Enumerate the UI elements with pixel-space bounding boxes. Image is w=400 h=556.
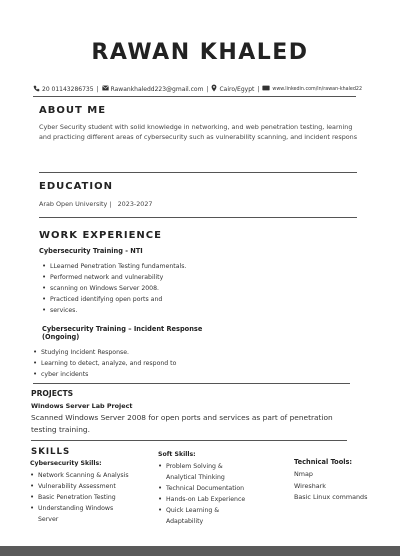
list-item: • cyber incidents [33, 369, 273, 380]
id-card-icon [262, 85, 270, 93]
list-item: Wireshark [294, 481, 326, 490]
technical-tools-heading: Technical Tools: [294, 458, 353, 466]
skills-title: SKILLS [31, 447, 71, 457]
education-title: EDUCATION [39, 181, 113, 192]
job2-title: Cybersecurity Training – Incident Response (Ongoing) [42, 325, 203, 341]
header-divider [33, 96, 356, 97]
education-line: Arab Open University | 2023-2027 [39, 200, 153, 208]
job1-title: Cybersecurity Training - NTI [39, 247, 143, 255]
projects-title: PROJECTS [31, 389, 74, 398]
list-item: • Technical Documentation [158, 483, 276, 494]
project-title: Windows Server Lab Project [31, 402, 133, 410]
contact-phone: 20 01143286735 [42, 85, 94, 93]
about-divider [39, 172, 357, 173]
list-item: Nmap [294, 470, 313, 478]
job1-list [42, 261, 272, 316]
list-item: • services. [42, 305, 272, 316]
envelope-icon [102, 85, 109, 93]
footer-bar [0, 546, 400, 556]
phone-icon [33, 85, 40, 94]
list-item: • Learning to detect, analyze, and respond to [33, 358, 273, 369]
list-item: • scanning on Windows Server 2008. [42, 283, 272, 294]
cyber-skills-heading: Cybersecurity Skills: [30, 460, 102, 467]
list-item: • Studying Incident Response. [33, 347, 273, 358]
job2-list [33, 347, 273, 380]
contact-email[interactable]: Rawankhaledd223@gmail.com [110, 85, 204, 93]
projects-divider [31, 440, 347, 441]
list-item: • Vulnerability Assessment [30, 481, 155, 492]
list-item: • Practiced identifying open ports and [42, 294, 272, 305]
about-text: Cyber Security student with solid knowledge in networking, and web penetration testing, learning and practicing different areas of cybersecurity such as vulnerability scanning, and incident respons [39, 123, 358, 142]
about-title: ABOUT ME [39, 105, 107, 116]
location-pin-icon [211, 84, 217, 94]
technical-tools [294, 458, 394, 504]
cyber-skills [30, 460, 155, 525]
contact-location: Cairo/Egypt [219, 85, 255, 93]
contact-linkedin[interactable]: www.linkedin.com/in/rawan-khaled22 [272, 86, 363, 92]
list-item: • Understanding Windows Server [30, 503, 130, 525]
project-text: Scanned Windows Server 2008 for open ports and services as part of penetration testing training. [31, 413, 333, 434]
resume-name: RAWAN KHALED [91, 40, 309, 65]
list-item: • Basic Penetration Testing [30, 492, 155, 503]
list-item: • Network Scanning & Analysis [30, 470, 155, 481]
contact-line: 20 01143286735 | Rawankhaledd223@gmail.com | Cairo/Egypt | www.linkedin.com/in/rawan-khaled22 [33, 84, 398, 94]
experience-divider [33, 383, 350, 384]
list-item: Basic Linux commands [294, 493, 368, 501]
list-item: • Performed network and vulnerability [42, 272, 272, 283]
list-item: • LLearned Penetration Testing fundamentals. [42, 261, 272, 272]
list-item: • Hands-on Lab Experience [158, 494, 276, 505]
list-item: • Problem Solving & Analytical Thinking [158, 461, 246, 483]
soft-skills-heading: Soft Skills: [158, 451, 196, 458]
list-item: • Quick Learning & Adaptability [158, 505, 244, 527]
soft-skills [158, 451, 276, 527]
education-divider [39, 217, 357, 218]
experience-title: WORK EXPERIENCE [39, 230, 162, 241]
